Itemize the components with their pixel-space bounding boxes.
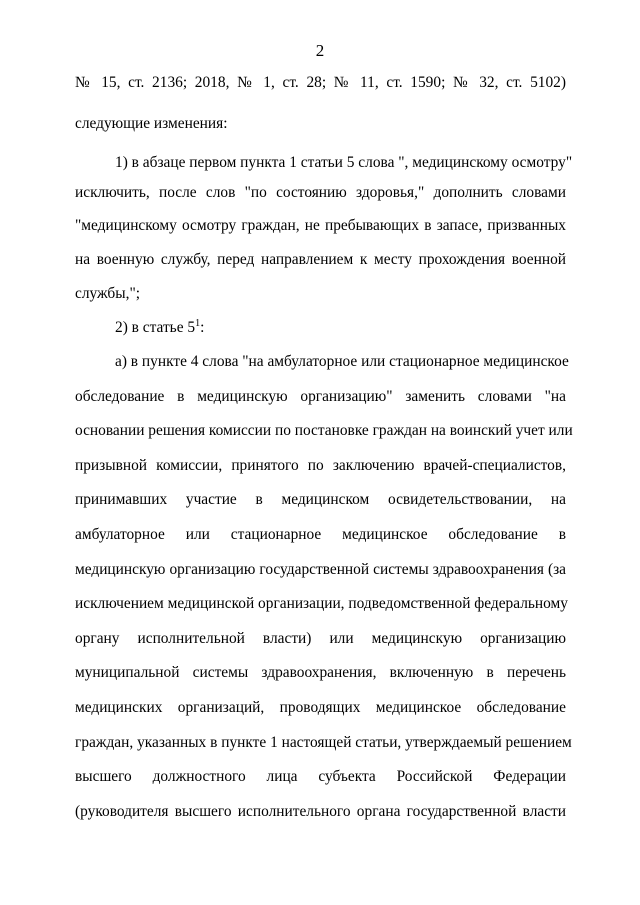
text-line: муниципальной системы здравоохранения, включенную в перечень	[75, 664, 566, 681]
text-line: органу исполнительной власти) или медицинскую организацию	[75, 630, 566, 647]
text-line: медицинскую организацию государственной системы здравоохранения (за	[75, 561, 566, 578]
text-line: 1) в абзаце первом пункта 1 статьи 5 слова ", медицинскому осмотру"	[115, 154, 573, 171]
text-line: (руководителя высшего исполнительного органа государственной власти	[75, 803, 566, 820]
text-line: № 15, ст. 2136; 2018, № 1, ст. 28; № 11, ст. 1590; № 32, ст. 5102)	[75, 74, 566, 91]
text-line: на военную службу, перед направлением к месту прохождения военной	[75, 251, 566, 268]
text-line: исключить, после слов "по состоянию здоровья," дополнить словами	[75, 184, 566, 201]
text-line: медицинских организаций, проводящих медицинское обследование	[75, 699, 566, 716]
article-text: 2) в статье 5	[115, 319, 196, 336]
text-line: исключением медицинской организации, подведомственной федеральному	[75, 595, 568, 612]
article-colon: :	[200, 319, 205, 336]
text-line: амбулаторное или стационарное медицинское обследование в	[75, 526, 566, 543]
text-line: основании решения комиссии по постановке граждан на воинский учет или	[75, 422, 573, 439]
text-line: следующие изменения:	[75, 115, 228, 132]
article-superscript: 1	[195, 317, 201, 329]
text-line	[115, 318, 566, 338]
text-line: обследование в медицинскую организацию" заменить словами "на	[75, 388, 566, 405]
text-line: граждан, указанных в пункте 1 настоящей статьи, утверждаемый решением	[75, 734, 572, 751]
text-line: принимавших участие в медицинском освидетельствовании, на	[75, 491, 566, 508]
text-line: "медицинскому осмотру граждан, не пребывающих в запасе, призванных	[75, 217, 566, 234]
page-number: 2	[315, 41, 325, 60]
text-line: а) в пункте 4 слова "на амбулаторное или стационарное медицинское	[115, 353, 569, 370]
text-line: службы,";	[75, 285, 141, 302]
text-line: высшего должностного лица субъекта Российской Федерации	[75, 768, 566, 785]
text-line: призывной комиссии, принятого по заключению врачей-специалистов,	[75, 457, 566, 474]
